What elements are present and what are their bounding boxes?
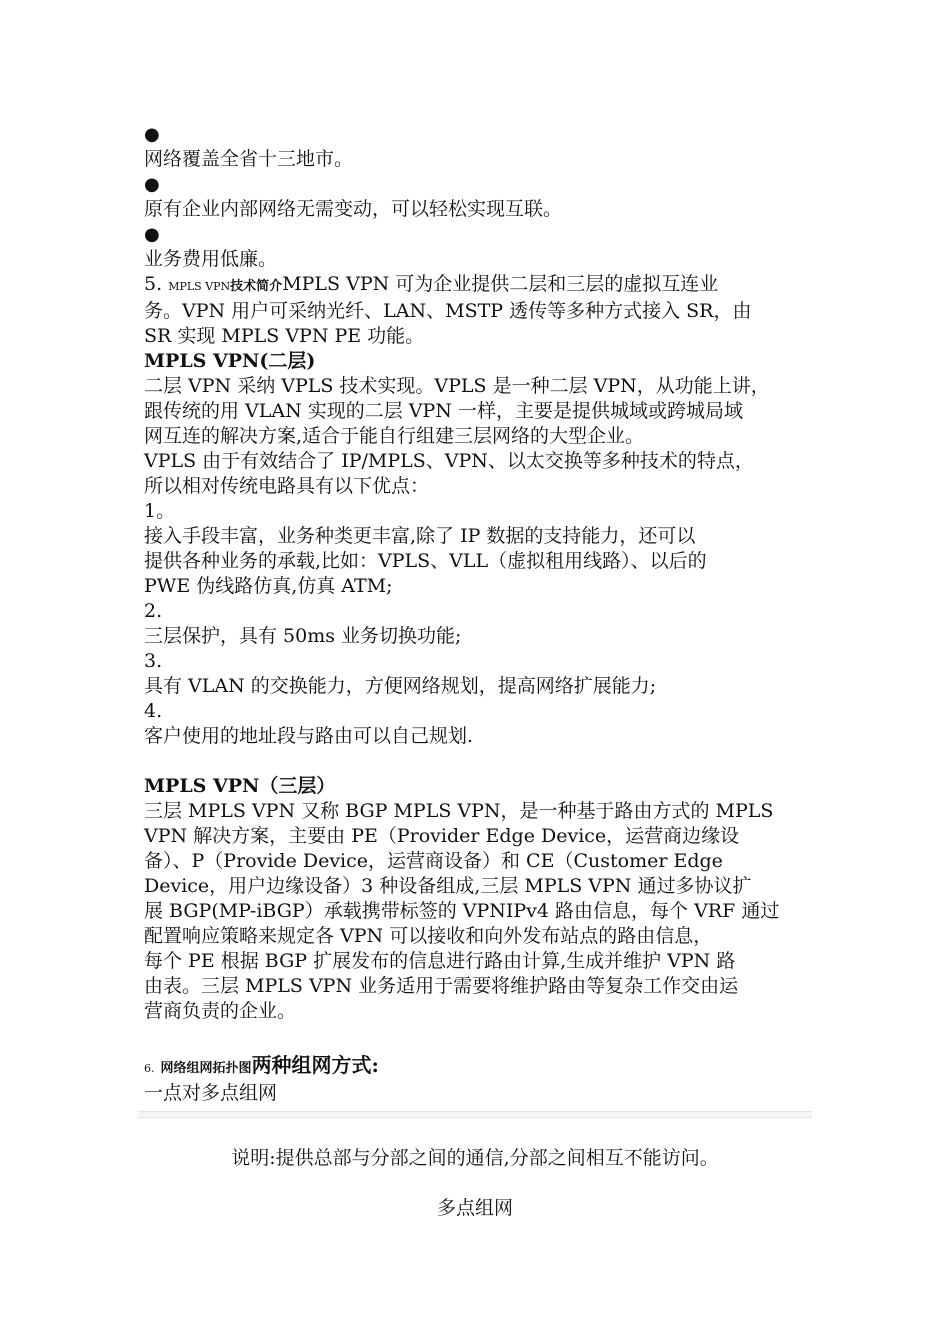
feature-item: 原有企业内部网络无需变动，可以轻松实现互联。: [144, 198, 563, 220]
paragraph-line: 展 BGP(MP-iBGP）承载携带标签的 VPNIPv4 路由信息，每个 VRF 通过: [144, 900, 780, 922]
paragraph-line: 三层 MPLS VPN 又称 BGP MPLS VPN，是一种基于路由方式的 MPLS: [144, 800, 774, 822]
section-number: 6.: [144, 1062, 155, 1075]
bullet-icon: ●: [144, 174, 160, 195]
point-line: 接入手段丰富，业务种类更丰富,除了 IP 数据的支持能力，还可以: [144, 525, 696, 547]
subheading: 一点对多点组网: [144, 1082, 278, 1104]
section-label-cn: 技术简介: [230, 279, 283, 294]
bullet-icon: ●: [144, 124, 160, 145]
point-line: 提供各种业务的承载,比如：VPLS、VLL（虚拟租用线路）、以后的: [144, 550, 707, 572]
paragraph-line: VPLS 由于有效结合了 IP/MPLS、VPN、以太交换等多种技术的特点，: [144, 450, 754, 472]
paragraph-line: 务。VPN 用户可采纳光纤、LAN、MSTP 透传等多种方式接入 SR，由: [144, 300, 752, 322]
section6-heading: [144, 1053, 814, 1081]
paragraph-line: Device，用户边缘设备）3 种设备组成,三层 MPLS VPN 通过多协议扩: [144, 875, 752, 897]
figure-title: 多点组网: [436, 1197, 513, 1219]
section-number: 5.: [144, 273, 163, 295]
section-label-cn: 网络组网拓扑图: [160, 1061, 252, 1076]
paragraph-line: MPLS VPN 可为企业提供二层和三层的虚拟互连业: [282, 273, 719, 295]
section-heading-l3: MPLS VPN（三层）: [144, 775, 336, 797]
section-heading: 两种组网方式:: [251, 1053, 379, 1077]
point-number: 3.: [144, 650, 163, 672]
paragraph-line: 营商负责的企业。: [144, 1000, 297, 1022]
paragraph-line: 由表。三层 MPLS VPN 业务适用于需要将维护路由等复杂工作交由运: [144, 975, 739, 997]
figure-caption: 说明:提供总部与分部之间的通信,分部之间相互不能访问。: [231, 1147, 719, 1169]
feature-item: 业务费用低廉。: [144, 248, 278, 270]
section5-first-line: [144, 272, 814, 299]
feature-item: 网络覆盖全省十三地市。: [144, 148, 354, 170]
paragraph-line: VPN 解决方案，主要由 PE（Provider Edge Device，运营商边缘设: [144, 825, 740, 847]
paragraph-line: 配置响应策略来规定各 VPN 可以接收和向外发布站点的路由信息，: [144, 925, 713, 947]
point-line: 客户使用的地址段与路由可以自己规划.: [144, 725, 474, 747]
bullet-icon: ●: [144, 224, 160, 245]
point-number: 4.: [144, 700, 163, 722]
section-heading-l2: MPLS VPN(二层): [144, 350, 316, 372]
point-number: 2.: [144, 600, 163, 622]
paragraph-line: SR 实现 MPLS VPN PE 功能。: [144, 325, 425, 347]
divider: [138, 1111, 812, 1118]
point-number: 1。: [144, 500, 176, 522]
point-line: 三层保护，具有 50ms 业务切换功能;: [144, 625, 462, 647]
paragraph-line: 所以相对传统电路具有以下优点：: [144, 475, 430, 497]
paragraph-line: 每个 PE 根据 BGP 扩展发布的信息进行路由计算,生成并维护 VPN 路: [144, 950, 736, 972]
document-body: [144, 122, 814, 1106]
paragraph-line: 网互连的解决方案,适合于能自行组建三层网络的大型企业。: [144, 425, 645, 447]
section-label: MPLS VPN: [168, 280, 231, 293]
paragraph-line: 二层 VPN 采纳 VPLS 技术实现。VPLS 是一种二层 VPN，从功能上讲，: [144, 375, 770, 397]
point-line: 具有 VLAN 的交换能力，方便网络规划，提高网络扩展能力;: [144, 675, 657, 697]
paragraph-line: 跟传统的用 VLAN 实现的二层 VPN 一样，主要是提供城域或跨城局域: [144, 400, 743, 422]
paragraph-line: 备）、P（Provide Device，运营商设备）和 CE（Customer Edge: [144, 850, 723, 872]
point-line: PWE 伪线路仿真,仿真 ATM;: [144, 575, 393, 597]
